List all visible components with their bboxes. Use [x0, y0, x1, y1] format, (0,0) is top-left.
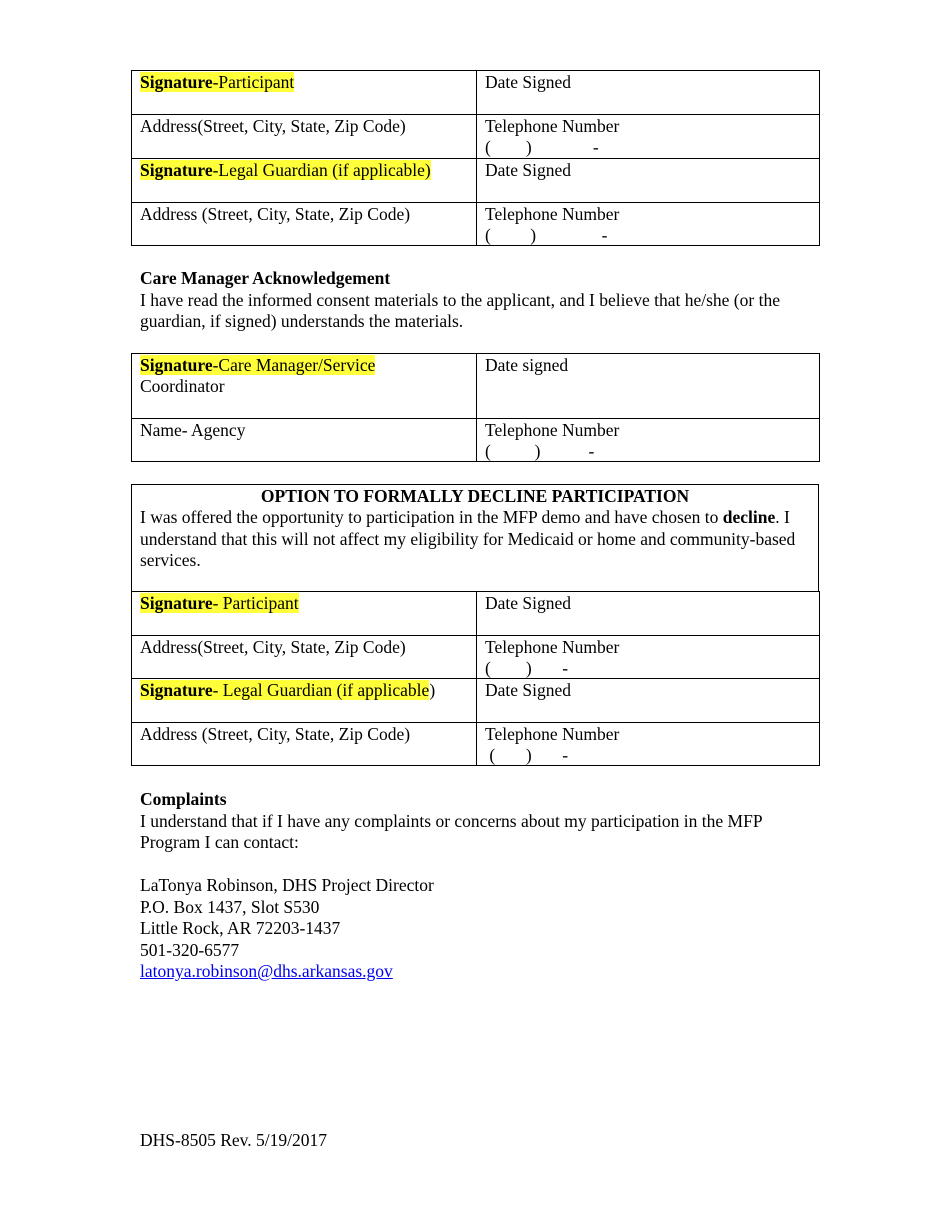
address-label: Address (Street, City, State, Zip Code): [140, 204, 411, 224]
signature-label: Signature: [140, 72, 213, 92]
telephone-format: ( ) -: [485, 658, 569, 678]
care-manager-label: -Care Manager/Service: [212, 355, 376, 375]
telephone-label: Telephone Number: [485, 116, 620, 136]
decline-participant-address-field[interactable]: [132, 636, 477, 679]
participant-label: -Participant: [212, 72, 295, 92]
coordinator-label: Coordinator: [140, 376, 225, 396]
date-signed-label: Date Signed: [485, 72, 572, 92]
decline-guardian-signature-field[interactable]: Signature- Legal Guardian (if applicable): [132, 679, 477, 723]
participant-date-signed-field[interactable]: [477, 71, 820, 115]
name-agency-field[interactable]: [132, 419, 477, 462]
decline-signature-table: [131, 591, 820, 766]
decline-guardian-date-field[interactable]: [477, 679, 820, 723]
telephone-label: Telephone Number: [485, 204, 620, 224]
participant-address-field[interactable]: [132, 115, 477, 159]
care-manager-heading: Care Manager Acknowledgement: [140, 268, 391, 288]
contact-email-link[interactable]: latonya.robinson@dhs.arkansas.gov: [140, 961, 393, 981]
signature-label: Signature: [140, 680, 213, 700]
decline-text: I was offered the opportunity to participation in the MFP demo and have chosen to decline. I understand that this will not affect my eligibility for Medicaid or home and community-based services.: [140, 507, 796, 570]
care-manager-telephone-field[interactable]: [477, 419, 820, 462]
guardian-label: - Legal Guardian (if applicable: [212, 680, 430, 700]
form-number-footer: DHS-8505 Rev. 5/19/2017: [140, 1130, 327, 1150]
telephone-format: ( ) -: [485, 745, 569, 765]
telephone-format: ( ) -: [485, 441, 595, 461]
contact-city: Little Rock, AR 72203-1437: [140, 918, 341, 938]
decline-guardian-telephone-field[interactable]: [477, 723, 820, 766]
guardian-address-field[interactable]: [132, 203, 477, 246]
signature-label: Signature: [140, 160, 213, 180]
signature-label: Signature: [140, 593, 213, 613]
complaints-section: [140, 789, 820, 983]
date-signed-label: Date signed: [485, 355, 569, 375]
address-label: Address(Street, City, State, Zip Code): [140, 116, 406, 136]
telephone-label: Telephone Number: [485, 724, 620, 744]
complaints-heading: Complaints: [140, 789, 227, 809]
date-signed-label: Date Signed: [485, 160, 572, 180]
date-signed-label: Date Signed: [485, 680, 572, 700]
telephone-format: ( ) -: [485, 225, 608, 245]
contact-phone: 501-320-6577: [140, 939, 240, 960]
signature-label: Signature: [140, 355, 213, 375]
address-label: Address(Street, City, State, Zip Code): [140, 637, 406, 657]
guardian-label: -Legal Guardian (if applicable): [212, 160, 431, 180]
complaints-text: I understand that if I have any complaints or concerns about my participation in the MFP Program I can contact:: [140, 810, 762, 852]
decline-section: [131, 484, 819, 592]
telephone-format: ( ) -: [485, 137, 599, 157]
decline-guardian-address-field[interactable]: [132, 723, 477, 766]
care-manager-signature-field[interactable]: [132, 354, 477, 419]
guardian-telephone-field[interactable]: [477, 203, 820, 246]
decline-participant-signature-field[interactable]: [132, 592, 477, 636]
care-manager-table: [131, 353, 820, 462]
care-manager-date-signed-field[interactable]: [477, 354, 820, 419]
decline-bold-word: decline: [722, 507, 776, 527]
decline-participant-telephone-field[interactable]: [477, 636, 820, 679]
guardian-signature-field[interactable]: [132, 159, 477, 203]
participant-label: - Participant: [212, 593, 299, 613]
participant-signature-table: [131, 70, 820, 246]
address-label: Address (Street, City, State, Zip Code): [140, 724, 411, 744]
participant-signature-field[interactable]: [132, 71, 477, 115]
telephone-label: Telephone Number: [485, 637, 620, 657]
participant-telephone-field[interactable]: [477, 115, 820, 159]
date-signed-label: Date Signed: [485, 593, 572, 613]
contact-po-box: P.O. Box 1437, Slot S530: [140, 896, 320, 917]
decline-title: OPTION TO FORMALLY DECLINE PARTICIPATION: [260, 486, 690, 506]
contact-name: LaTonya Robinson, DHS Project Director: [140, 875, 434, 895]
decline-participant-date-field[interactable]: [477, 592, 820, 636]
telephone-label: Telephone Number: [485, 420, 620, 440]
care-manager-text: I have read the informed consent materials to the applicant, and I believe that he/she (or the guardian, if signed) understands the materials.: [140, 289, 780, 331]
guardian-date-signed-field[interactable]: [477, 159, 820, 203]
care-manager-section: [140, 268, 820, 333]
name-agency-label: Name- Agency: [140, 420, 246, 440]
